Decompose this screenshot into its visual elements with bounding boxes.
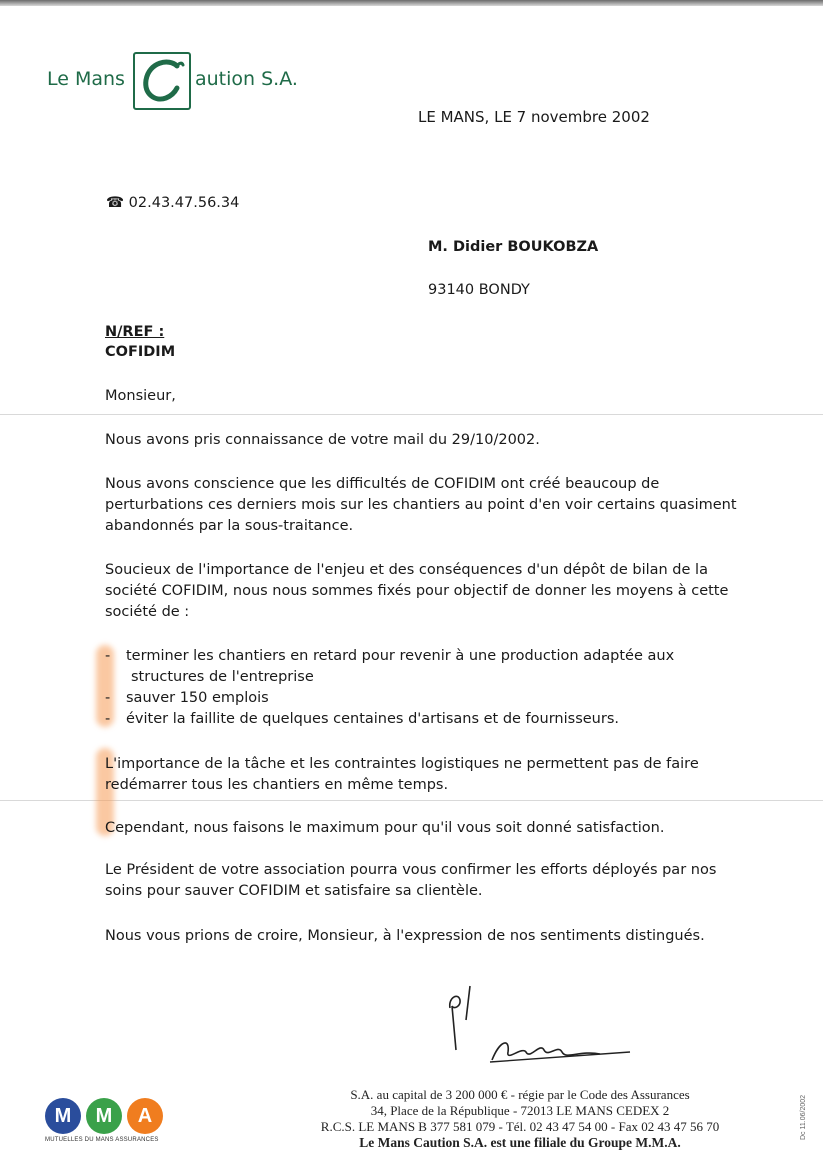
footer-line-1: S.A. au capital de 3 200 000 € - régie par le Code des Assurances: [350, 1087, 690, 1102]
paragraph-2: Nous avons conscience que les difficultés de COFIDIM ont créé beaucoup de perturbations ces derniers mois sur les chantiers au point d'en voir certains quasiment abandonnés par la sous-traitance.: [105, 476, 737, 534]
reference-label: N/REF :: [105, 324, 165, 340]
company-name-right: aution S.A.: [195, 68, 298, 90]
reference-value: COFIDIM: [105, 344, 176, 360]
phone-number: 02.43.47.56.34: [128, 195, 240, 211]
bullet-item: sauver 150 emplois: [126, 690, 269, 706]
bullet-dash: -: [105, 690, 111, 706]
bullet-item: éviter la faillite de quelques centaines d'artisans et de fournisseurs.: [126, 711, 619, 727]
signature: [430, 980, 660, 1080]
paragraph-5: Cependant, nous faisons le maximum pour qu'il vous soit donné satisfaction.: [105, 820, 665, 836]
bullet-item-continued: structures de l'entreprise: [131, 669, 314, 685]
side-code: Dc 11.06/2002: [800, 1094, 807, 1140]
logo-c-box: [133, 52, 191, 110]
logo-c-icon: [135, 54, 189, 108]
bullet-dash: -: [105, 711, 111, 727]
mma-letter-a: A: [127, 1098, 163, 1134]
recipient-name: M. Didier BOUKOBZA: [428, 239, 599, 255]
telephone-icon: ☎: [106, 195, 125, 211]
mma-letter-m2: M: [86, 1098, 122, 1134]
phone-line: [106, 193, 239, 214]
footer-line-4: Le Mans Caution S.A. est une filiale du Groupe M.M.A.: [359, 1135, 681, 1150]
scan-edge: [0, 0, 823, 6]
company-name-left: Le Mans: [47, 68, 125, 90]
paper-fold: [0, 800, 823, 801]
footer-line-2: 34, Place de la République - 72013 LE MANS CEDEX 2: [370, 1103, 670, 1118]
footer-line-3: R.C.S. LE MANS B 377 581 079 - Tél. 02 43 47 54 00 - Fax 02 43 47 56 70: [320, 1119, 720, 1134]
date-line: LE MANS, LE 7 novembre 2002: [418, 108, 650, 126]
mma-logo: [45, 1098, 175, 1148]
mma-caption: MUTUELLES DU MANS ASSURANCES: [45, 1137, 159, 1143]
paragraph-7: Nous vous prions de croire, Monsieur, à l'expression de nos sentiments distingués.: [105, 928, 705, 944]
paper-fold: [0, 414, 823, 415]
mma-letter-m1: M: [45, 1098, 81, 1134]
paragraph-6: Le Président de votre association pourra vous confirmer les efforts déployés par nos soins pour sauver COFIDIM et satisfaire sa clientèle.: [105, 862, 717, 899]
recipient-city: 93140 BONDY: [428, 282, 530, 298]
salutation: Monsieur,: [105, 388, 176, 404]
bullet-item: terminer les chantiers en retard pour revenir à une production adaptée aux: [126, 648, 675, 664]
paragraph-3: Soucieux de l'importance de l'enjeu et des conséquences d'un dépôt de bilan de la société COFIDIM, nous nous sommes fixés pour objectif de donner les moyens à cette société de :: [105, 562, 729, 620]
paragraph-4: L'importance de la tâche et les contraintes logistiques ne permettent pas de faire redémarrer tous les chantiers en même temps.: [105, 756, 699, 793]
paragraph-1: Nous avons pris connaissance de votre mail du 29/10/2002.: [105, 432, 540, 448]
footer: [250, 1087, 790, 1151]
bullet-dash: -: [105, 648, 111, 664]
